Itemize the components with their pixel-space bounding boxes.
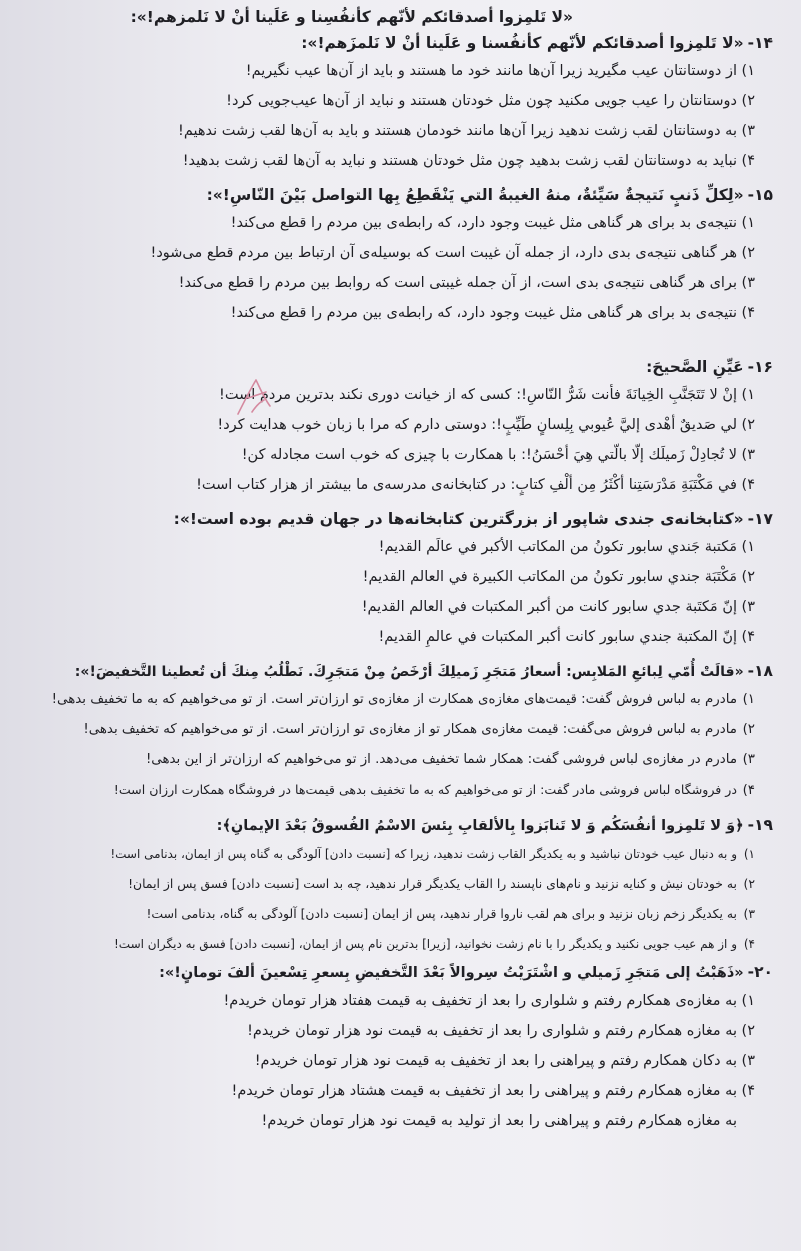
header-text: «لا تَلمِزوا أصدقائكم لأنّهم كأنفُسِنا و عَلَينا أنْ لا نَلمزهم!»: [130,8,573,26]
question-number: ۱۶- [747,358,773,376]
option[interactable] [14,899,773,929]
option-text: به مغازه همکارم رفتم و شلواری را بعد از تخفیف به قیمت نود هزار تومان خریدم! [247,1023,737,1039]
option[interactable] [14,775,773,806]
option-text: لا تُجادِلْ زَميلَك إلّا بالّتي هِيَ أحْسَنُ!: با همکارت با چیزی که خوب است مجادله کن! [241,447,737,463]
option-text: مادرم به لباس فروش گفت: قیمت‌های مغازه‌ی همکارت از مغازه‌ی تو ارزان‌تر است. از تو می‌خواهیم که به ما تخفیف بدهی! [51,692,737,707]
option[interactable] [14,440,773,470]
option-number: ۴) [743,937,755,951]
option[interactable] [14,410,773,440]
question-14 [14,30,773,176]
option-text: به مغازه همکارم رفتم و پیراهنی را بعد از تخفیف به قیمت هشتاد هزار تومان خریدم! [231,1083,737,1099]
option-number: ۴) [742,783,755,798]
option-number: ۳) [741,447,755,463]
option-text: إنّ مَكتَبة جدي سابور كانت من أكبر المكتبات في العالم القديم! [361,599,737,615]
spacer [14,328,773,354]
option-number: ۴) [741,305,755,321]
option[interactable] [14,208,773,238]
option-text: هر گناهی نتیجه‌ی بدی دارد، از جمله آن غیبت است که بوسیله‌ی آن ارتباط بین مردم قطع می‌شود! [150,245,737,261]
option-number: ۳) [741,275,755,291]
option[interactable] [14,470,773,500]
question-text: «لِكلِّ ذَنبٍ نَتيجةٌ سَيِّئةٌ، منهُ الغيبةُ التي يَنْقَطِعُ بِها التواصل بَيْنَ النّاسِ!»: [206,186,744,204]
option[interactable] [14,869,773,899]
option-text: نباید به دوستانتان لقب زشت بدهید چون مثل خودتان هستند و نباید به آن‌ها لقب زشت بدهید! [182,153,737,169]
option-text: به یکدیگر زخم زبان نزنید و برای هم لقب ناروا قرار ندهید، پس از ایمان [نسبت دادن] آلودگی به گناه، بدنامی است! [146,906,737,921]
option-text: مَكتبة جَندي سابور تكونُ من المكاتب الأكبر في عالَم القديم! [378,539,737,555]
question-text: عَيِّنِ الصَّحيحَ: [646,358,744,376]
option-text: نتیجه‌ی بد برای هر گناهی مثل غیبت وجود دارد، که رابطه‌ی بین مردم را قطع می‌کند! [230,305,737,321]
header-line [14,4,773,30]
option[interactable] [14,929,773,959]
option[interactable] [14,298,773,328]
option-text: از دوستانتان عیب مگیرید زیرا آن‌ها مانند خود ما هستند و باید از آن‌ها عیب نگیریم! [245,63,737,79]
option-text: مادرم به لباس فروش می‌گفت: قیمت مغازه‌ی همکار تو از مغازه‌ی تو ارزان‌تر است. از تو می‌خواهیم که تخفیف بدهی! [83,722,737,737]
option-text: نتیجه‌ی بد برای هر گناهی مثل غیبت وجود دارد، که رابطه‌ی بین مردم را قطع می‌کند! [230,215,737,231]
option[interactable] [14,715,773,745]
option[interactable] [14,1076,773,1106]
option-text: به مغازه‌ی همکارم رفتم و شلواری را بعد از تخفیف به قیمت هفتاد هزار تومان خریدم! [223,993,737,1009]
option-number: ۲) [742,722,755,737]
question-19 [14,812,773,959]
option-number: ۲) [741,1023,755,1039]
option-text: به خودتان نیش و کنایه نزنید و نام‌های ناپسند را القاب یکدیگر قرار ندهید، چه بد است [نسبت دادن] فسق پس از ایمان! [128,876,737,891]
option[interactable] [14,1046,773,1076]
option-number: ۲) [741,569,755,585]
option[interactable] [14,238,773,268]
option-text: دوستانتان را عیب جویی مکنید چون مثل خودتان هستند و نباید از آن‌ها عیب‌جویی کرد! [226,93,737,109]
question-18 [14,658,773,806]
option-number: ۳) [741,1053,755,1069]
question-number: ۱۵- [747,186,773,204]
question-text: «کتابخانه‌ی جندی شاپور از بزرگترین کتابخانه‌ها در جهان قدیم بوده است!»: [173,510,744,528]
option[interactable] [14,268,773,298]
question-stem [14,506,773,532]
option-text: مَكْتَبَة جندي سابور تكونُ من المكاتب الكبيرة في العالم القديم! [362,569,737,585]
option-number: ۱) [741,993,755,1009]
option-text: به مغازه همکارم رفتم و پیراهنی را بعد از تولید به قیمت نود هزار تومان خریدم! [261,1113,737,1129]
option-text: مادرم در مغازه‌ی لباس فروشی گفت: همکار شما تخفیف می‌دهد. از تو می‌خواهیم که ارزان‌تر از این بدهی! [145,752,737,767]
question-number: ۲۰- [747,963,773,981]
question-number: ۱۴- [747,34,773,52]
question-text: «قالَتْ أُمّي لِبائعِ المَلابِس: أسعارُ مَتجَرِ زَميلِكَ أرْخَصُ مِنْ مَتجَرِكَ. نَطْلُبُ مِنكَ أن تُعطينا التَّخفيضَ!»: [74,664,744,680]
option-text: به دکان همکارم رفتم و پیراهنی را بعد از تخفیف به قیمت نود هزار تومان خریدم! [254,1053,737,1069]
option-text: في مَكْتَبَةِ مَدْرَسَتِنا أكْثَرُ مِن ألْفِ كتابٍ: در کتابخانه‌ی مدرسه‌ی ما بیشتر از هزار کتاب است! [196,477,737,493]
question-number: ۱۹- [747,816,773,834]
option[interactable] [14,532,773,562]
option-text: لي صَديقٌ أهْدى إليَّ عُيوبي بِلِسانٍ طَيِّبٍ!: دوستی دارم که مرا با زبان خوب هدایت کرد! [217,417,737,433]
option-number: ۳) [742,752,755,767]
option[interactable] [14,685,773,715]
option-number: ۱) [741,539,755,555]
question-stem [14,658,773,685]
option-number: ۲) [743,876,755,891]
option-number: ۱) [742,692,755,707]
question-20 [14,959,773,1136]
option-text: و به دنبال عیب خودتان نباشید و به یکدیگر القاب زشت ندهید، زیرا که [نسبت دادن] آلودگی به گناه پس از ایمان، بدنامی است! [110,847,737,861]
option-text: به دوستانتان لقب زشت ندهید زیرا آن‌ها مانند خودمان هستند و باید به آن‌ها لقب زشت ندهیم! [178,123,737,139]
option[interactable] [14,146,773,176]
option[interactable] [14,986,773,1016]
option-number: ۲) [741,93,755,109]
option-number: ۱) [741,215,755,231]
option[interactable] [14,56,773,86]
option[interactable] [14,745,773,775]
question-stem [14,182,773,208]
question-number: ۱۸- [747,662,773,680]
question-15 [14,182,773,328]
option-text: برای هر گناهی نتیجه‌ی بدی است، از آن جمله غیبتی است که روابط بین مردم را قطع می‌کند! [178,275,737,291]
option-text: إنّ المكتبة جندي سابور كانت أكبر المكتبات في عالمِ القديم! [378,629,737,645]
question-stem [14,959,773,986]
option-text: و از هم عیب جویی نکنید و یکدیگر را با نام زشت نخوانید، [زیرا] بدترین نام پس از ایمان، [نسبت دادن] فسق به دیگران است! [113,937,737,951]
option-number: ۳) [741,599,755,615]
question-text: «لا تَلمِزوا أصدقائكم لأنّهم كأنفُسنا و عَلَينا أنْ لا نَلمزَهم!»: [301,34,744,52]
option[interactable] [14,1016,773,1046]
question-17 [14,506,773,652]
option-text: إنْ لا تَتَجَنَّبِ الخِيانَةَ فأنت شَرُّ النّاسِ!: کسی که از خیانت دوری نکند بدترین مردم است! [219,387,737,403]
option-number: ۱) [743,847,755,861]
option-number: ۳) [741,123,755,139]
option[interactable] [14,380,773,410]
question-stem [14,30,773,56]
option-number: ۴) [741,477,755,493]
option[interactable] [14,86,773,116]
question-text: ﴿وَ لا تَلمِزوا أنفُسَكُم وَ لا تَنابَزوا بِالألقابِ بِئسَ الاسْمُ الفُسوقُ بَعْدَ الإيمانِ﴾: [216,818,744,834]
option[interactable] [14,562,773,592]
option-number: ۱) [741,63,755,79]
option-text: در فروشگاه لباس فروشی مادر گفت: از تو می‌خواهیم که به ما تخفیف بدهی قیمت‌ها در فروشگاه همکارت ارزان است! [113,782,737,797]
question-number: ۱۷- [747,510,773,528]
option[interactable] [14,622,773,652]
option[interactable] [14,592,773,622]
option-number: ۲) [741,417,755,433]
question-16 [14,354,773,500]
option-number: ۴) [741,629,755,645]
option-number: ۲) [741,245,755,261]
option[interactable] [14,116,773,146]
option-number: ۴) [741,1083,755,1099]
question-stem [14,354,773,380]
option[interactable] [14,839,773,869]
question-text: «ذَهَبْتُ إلى مَتجَرِ زَميلي و اشْتَرَيْتُ سِروالاً بَعْدَ التَّخفيضِ بِسعرِ تِسْعينَ ألفَ تومانٍ!»: [159,965,744,981]
option-number: ۱) [741,387,755,403]
question-stem [14,812,773,839]
option[interactable] [14,1106,773,1136]
option-number: ۴) [741,153,755,169]
option-number: ۳) [743,906,755,921]
